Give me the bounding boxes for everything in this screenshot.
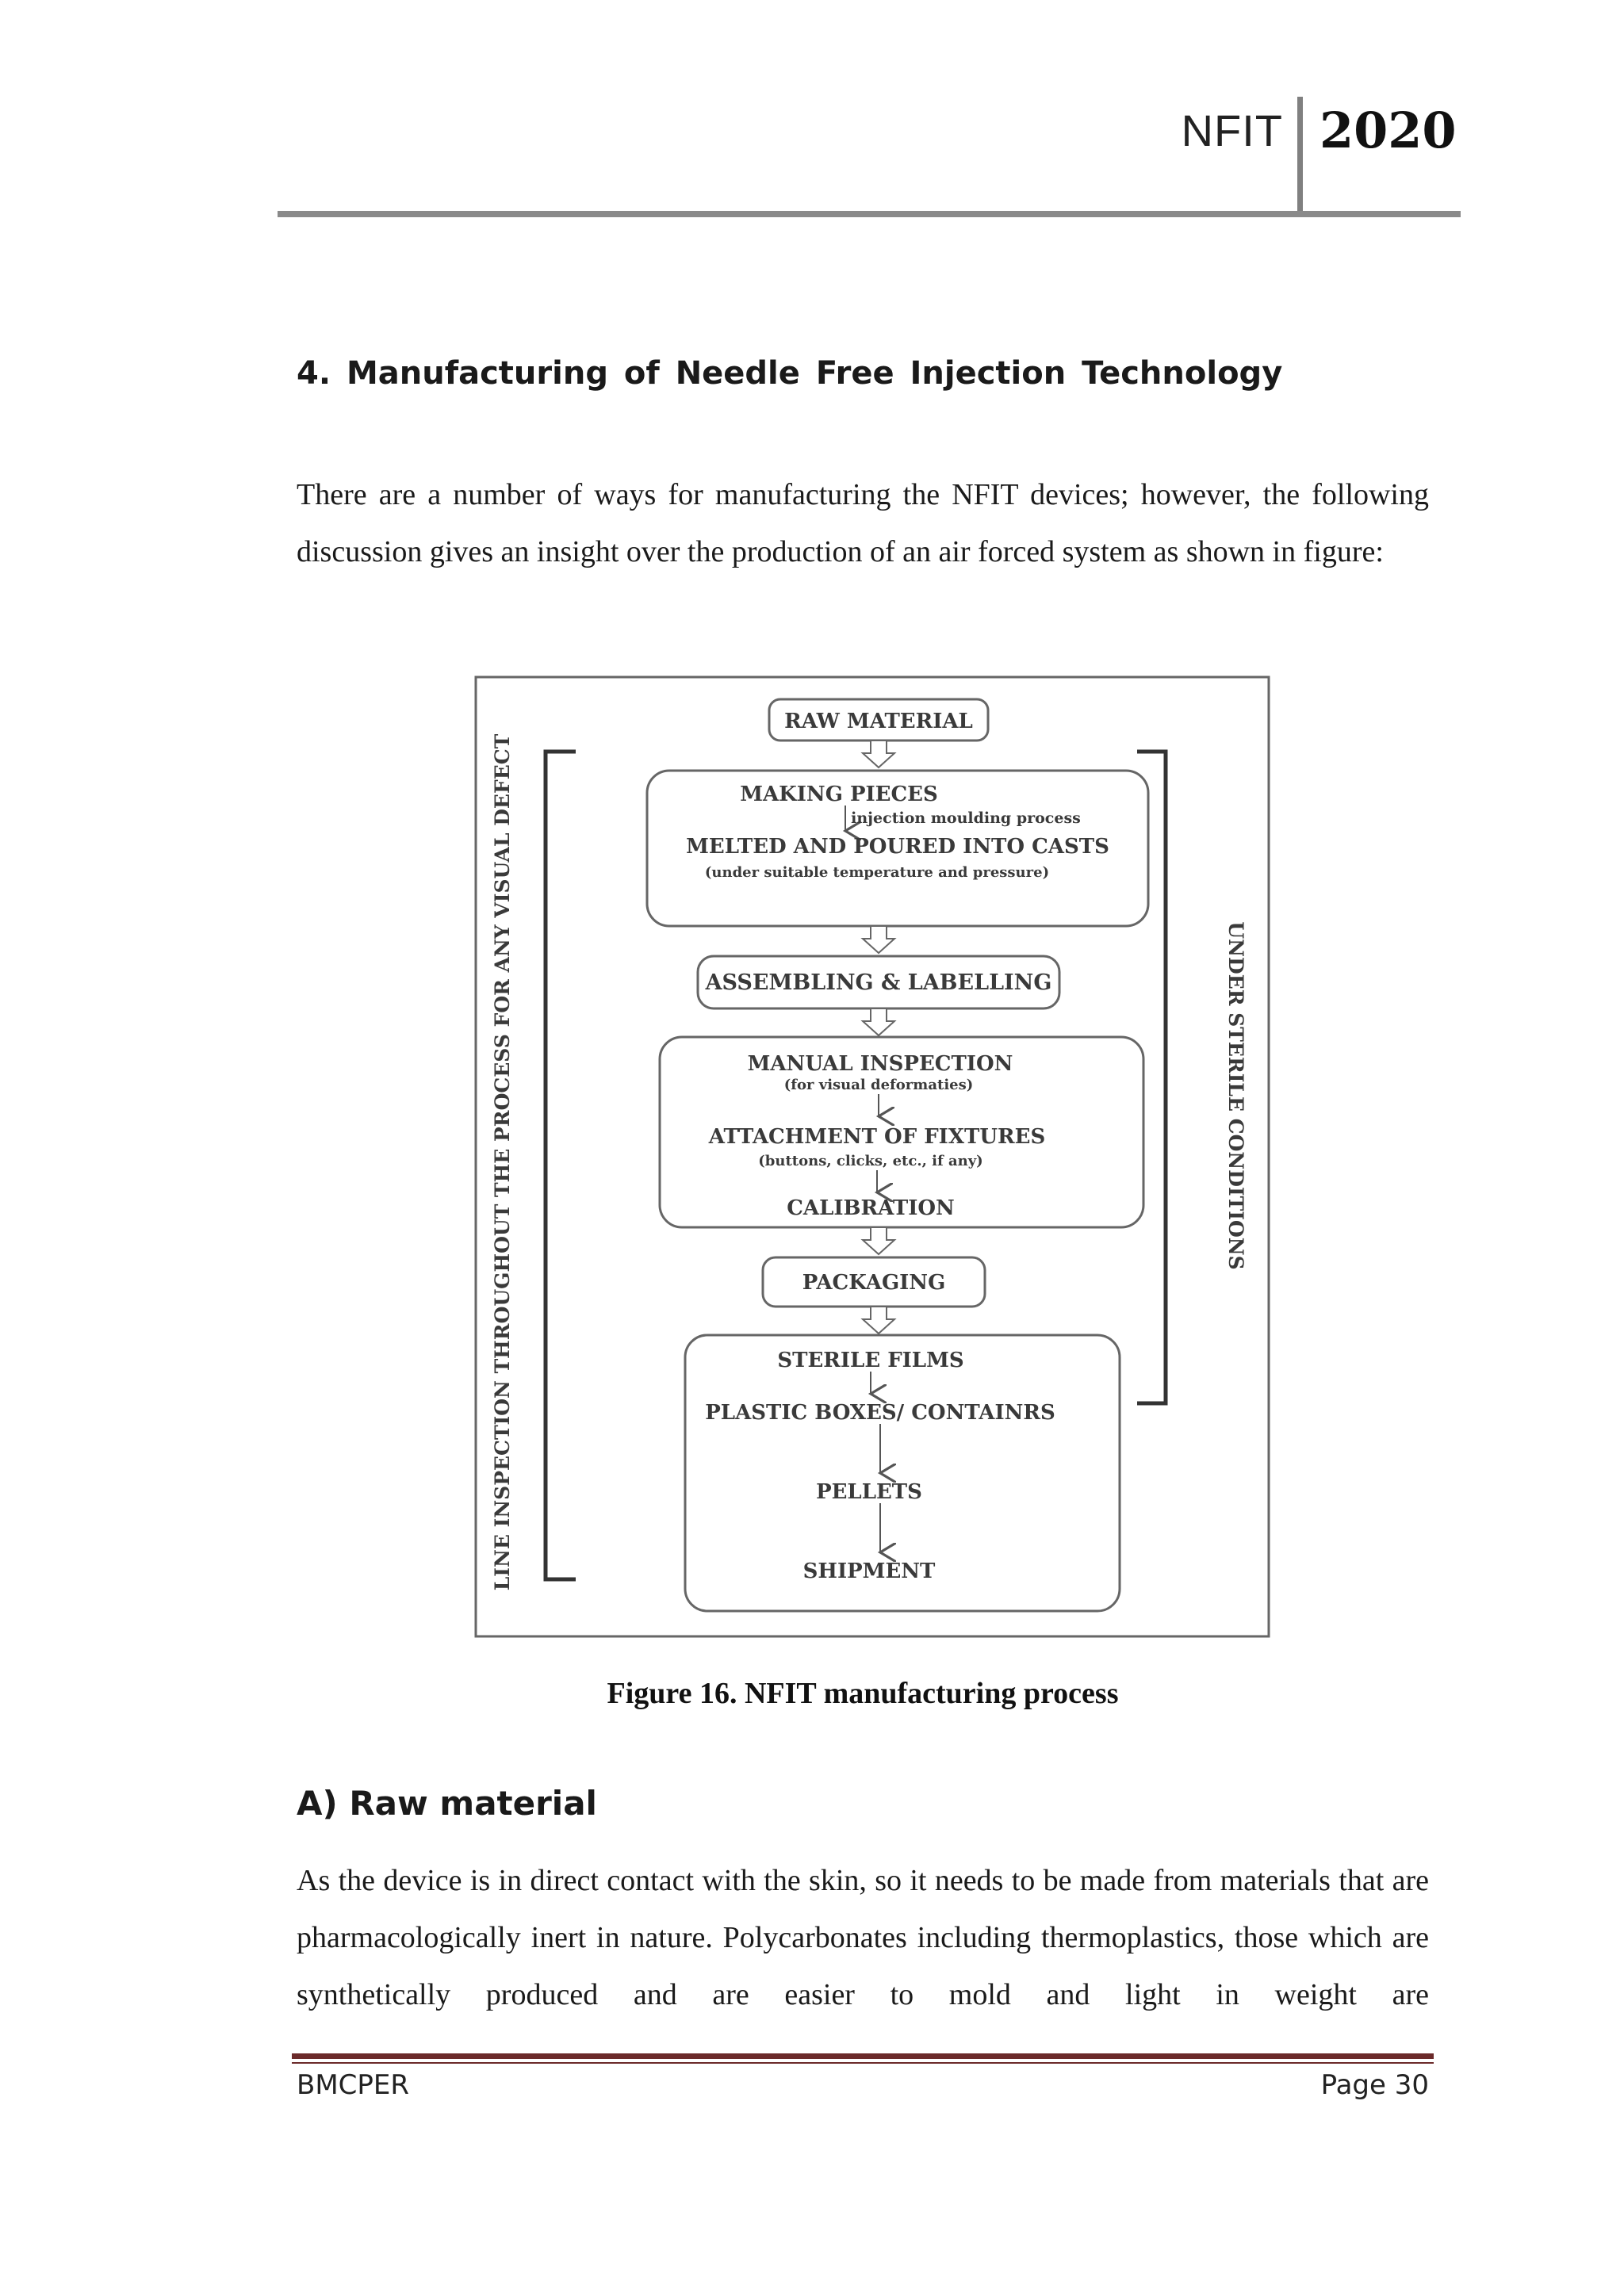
footer-rule [292,2053,1434,2059]
header-year: 2020 [1320,101,1457,159]
label-plastic-boxes: PLASTIC BOXES/ CONTAINRS [705,1401,1055,1425]
footer-institution: BMCPER [297,2069,410,2101]
section-heading: 4. Manufacturing of Needle Free Injection Technology [297,355,1283,392]
label-melted-note: (under suitable temperature and pressure) [704,864,1050,881]
figure-caption: Figure 16. NFIT manufacturing process [607,1677,1119,1710]
subsection-paragraph: As the device is in direct contact with the skin, so it needs to be made from materials that are pharmacologically inert in nature. Polycarbonates including thermoplastics, those which are synthetically produced and are easier to mold and light in weight are [297,1864,1429,2011]
label-assembling: ASSEMBLING & LABELLING [705,970,1052,995]
label-injection-moulding: injection moulding process [851,809,1081,827]
side-label-right: UNDER STERILE CONDITIONS [1224,921,1247,1270]
label-pellets: PELLETS [816,1480,922,1504]
label-attachment-note: (buttons, clicks, etc., if any) [758,1153,983,1169]
label-calibration: CALIBRATION [787,1196,955,1220]
footer-rule-thin [292,2062,1434,2064]
page-number: Page 30 [1320,2069,1429,2101]
header-divider [1297,97,1303,214]
label-manual-note: (for visual deformaties) [783,1077,974,1093]
figure-manufacturing-process [474,675,1272,1644]
header-title: NFIT [1181,105,1283,155]
header-rule [278,211,1461,217]
label-making-pieces: MAKING PIECES [740,783,938,806]
intro-paragraph: There are a number of ways for manufacturing the NFIT devices; however, the following discussion gives an insight over the production of an air forced system as shown in figure: [297,478,1429,568]
label-attachment: ATTACHMENT OF FIXTURES [708,1125,1046,1149]
side-label-left: LINE INSPECTION THROUGHOUT THE PROCESS FOR ANY VISUAL DEFECT [491,733,514,1591]
label-sterile-films: STERILE FILMS [777,1349,964,1372]
label-packaging: PACKAGING [802,1271,946,1295]
label-manual-inspection: MANUAL INSPECTION [747,1052,1013,1076]
label-shipment: SHIPMENT [802,1559,936,1583]
subsection-heading: A) Raw material [297,1784,597,1823]
label-melted-poured: MELTED AND POURED INTO CASTS [686,835,1109,859]
label-raw-material: RAW MATERIAL [784,710,973,733]
